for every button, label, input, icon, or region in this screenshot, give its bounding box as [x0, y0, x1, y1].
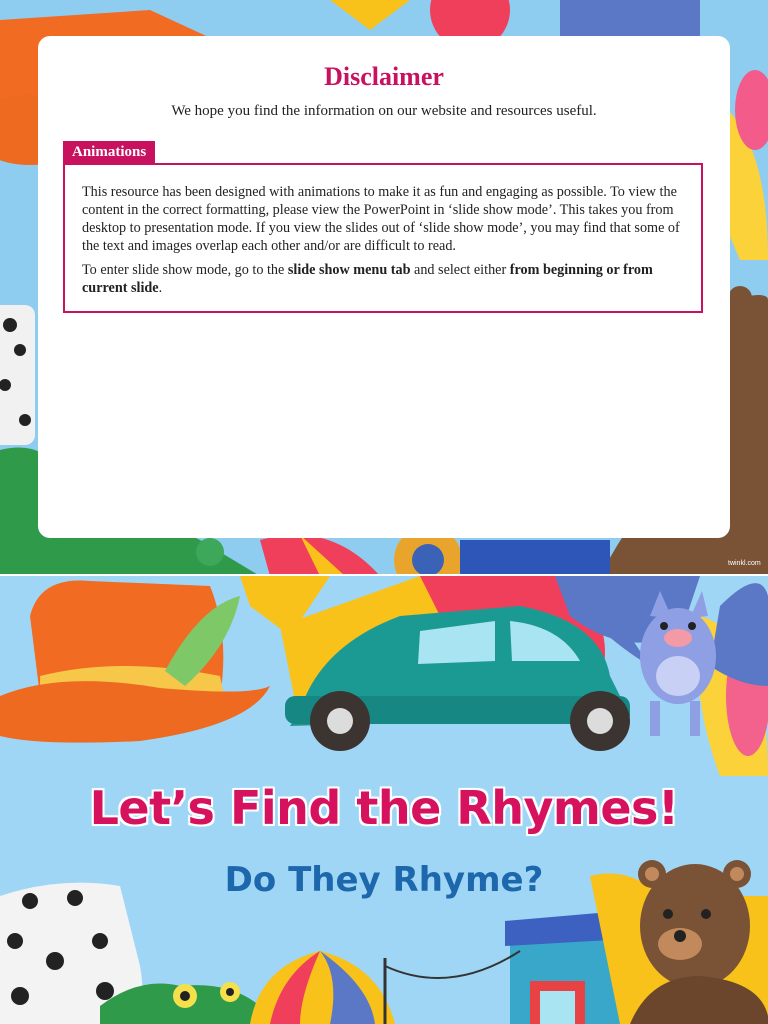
title-slide-subheading: Do They Rhyme?: [224, 860, 544, 900]
animations-info-box: [63, 163, 703, 313]
slide-show-instructions: [82, 261, 684, 297]
disclaimer-title: Disclaimer: [324, 62, 444, 91]
twinkl-credit: twinkl.com: [728, 560, 761, 567]
title-slide: [0, 576, 768, 1024]
animations-section-label: Animations: [63, 141, 155, 164]
instructions-text-mid: and select either: [410, 262, 510, 278]
title-slide-heading: Let’s Find the Rhymes!: [89, 781, 679, 835]
animations-paragraph: This resource has been designed with animations to make it as fun and engaging as possible. To view the content in the correct formatting, please view the PowerPoint in ‘slide show mode’. This takes you from desktop to presentation mode. If you view the slides out of ‘slide show mode’, you may find that some of the text and images overlap each other and/or are difficult to read.: [82, 184, 680, 254]
instructions-text-end: .: [158, 280, 163, 296]
slide-show-menu-tab-text: slide show menu tab: [287, 262, 411, 278]
from-beginning-text: from beginning or from current slide: [82, 262, 653, 296]
disclaimer-subtitle: We hope you find the information on our website and resources useful.: [171, 103, 597, 119]
instructions-text: To enter slide show mode, go to the: [82, 262, 288, 278]
